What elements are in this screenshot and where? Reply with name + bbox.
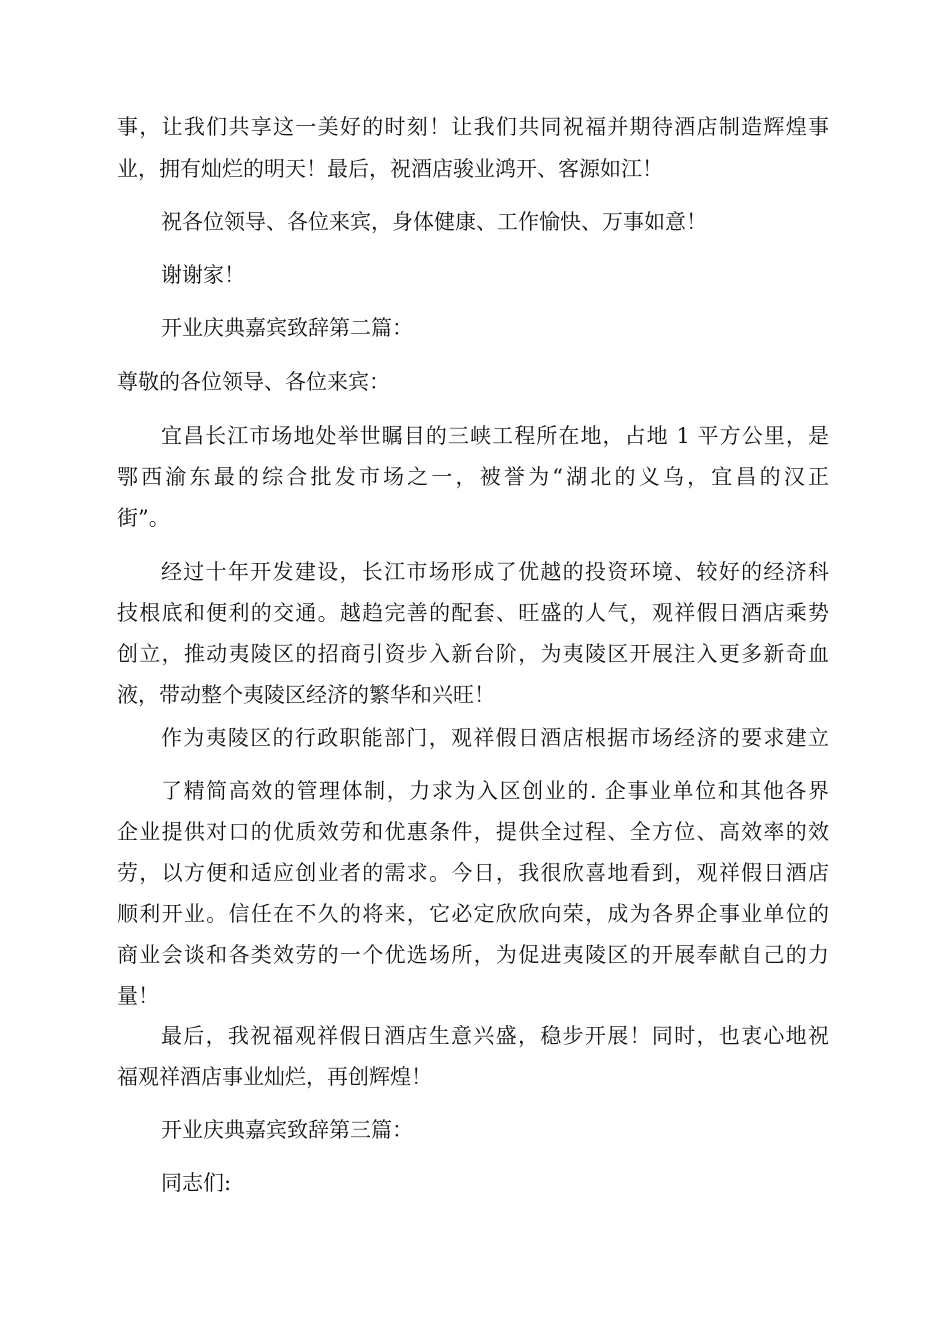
text-line: 街”。 <box>117 506 170 530</box>
text-line: 业，拥有灿烂的明天！最后，祝酒店骏业鸿开、客源如江！ <box>117 157 663 181</box>
text-line: 量！ <box>117 984 159 1008</box>
text-line: 经过十年开发建设，长江市场形成了优越的投资环境、较好的经济科 <box>161 560 829 584</box>
text-line: 最后，我祝福观祥假日酒店生意兴盛，稳步开展！同时，也衷心地祝 <box>161 1024 829 1048</box>
text-line: 鄂西渝东最的综合批发市场之一，被誉为“湖北的义乌，宜昌的汉正 <box>117 465 829 489</box>
text-line: 顺利开业。信任在不久的将来，它必定欣欣向荣，成为各界企事业单位的 <box>117 902 829 926</box>
text-line: 企业提供对口的优质效劳和优惠条件，提供全过程、全方位、高效率的效 <box>117 820 829 844</box>
text-line: 技根底和便利的交通。越趋完善的配套、旺盛的人气，观祥假日酒店乘势 <box>117 601 829 625</box>
text-line: 商业会谈和各类效劳的一个优选场所，为促进夷陵区的开展奉献自己的力 <box>117 943 829 967</box>
salutation: 同志们: <box>161 1171 232 1195</box>
text-line: 创立，推动夷陵区的招商引资步入新台阶，为夷陵区开展注入更多新奇血 <box>117 642 829 666</box>
text-line: 谢谢家！ <box>161 263 245 287</box>
section-heading: 开业庆典嘉宾致辞第二篇： <box>161 316 413 340</box>
salutation: 尊敬的各位领导、各位来宾： <box>117 370 390 394</box>
text-line: 了精简高效的管理体制，力求为入区创业的. 企事业单位和其他各界 <box>161 779 829 803</box>
text-line: 事，让我们共享这一美好的时刻！让我们共同祝福并期待酒店制造辉煌事 <box>117 115 829 139</box>
text-line: 福观祥酒店事业灿烂，再创辉煌！ <box>117 1065 432 1089</box>
text-line: 液，带动整个夷陵区经济的繁华和兴旺！ <box>117 683 495 707</box>
text-line: 祝各位领导、各位来宾，身体健康、工作愉快、万事如意！ <box>161 210 707 234</box>
section-heading: 开业庆典嘉宾致辞第三篇： <box>161 1118 413 1142</box>
text-line: 作为夷陵区的行政职能部门，观祥假日酒店根据市场经济的要求建立 <box>161 726 829 750</box>
text-line: 劳，以方便和适应创业者的需求。今日，我很欣喜地看到，观祥假日酒店 <box>117 861 829 885</box>
text-line: 宜昌长江市场地处举世瞩目的三峡工程所在地，占地 1 平方公里，是 <box>161 424 829 448</box>
